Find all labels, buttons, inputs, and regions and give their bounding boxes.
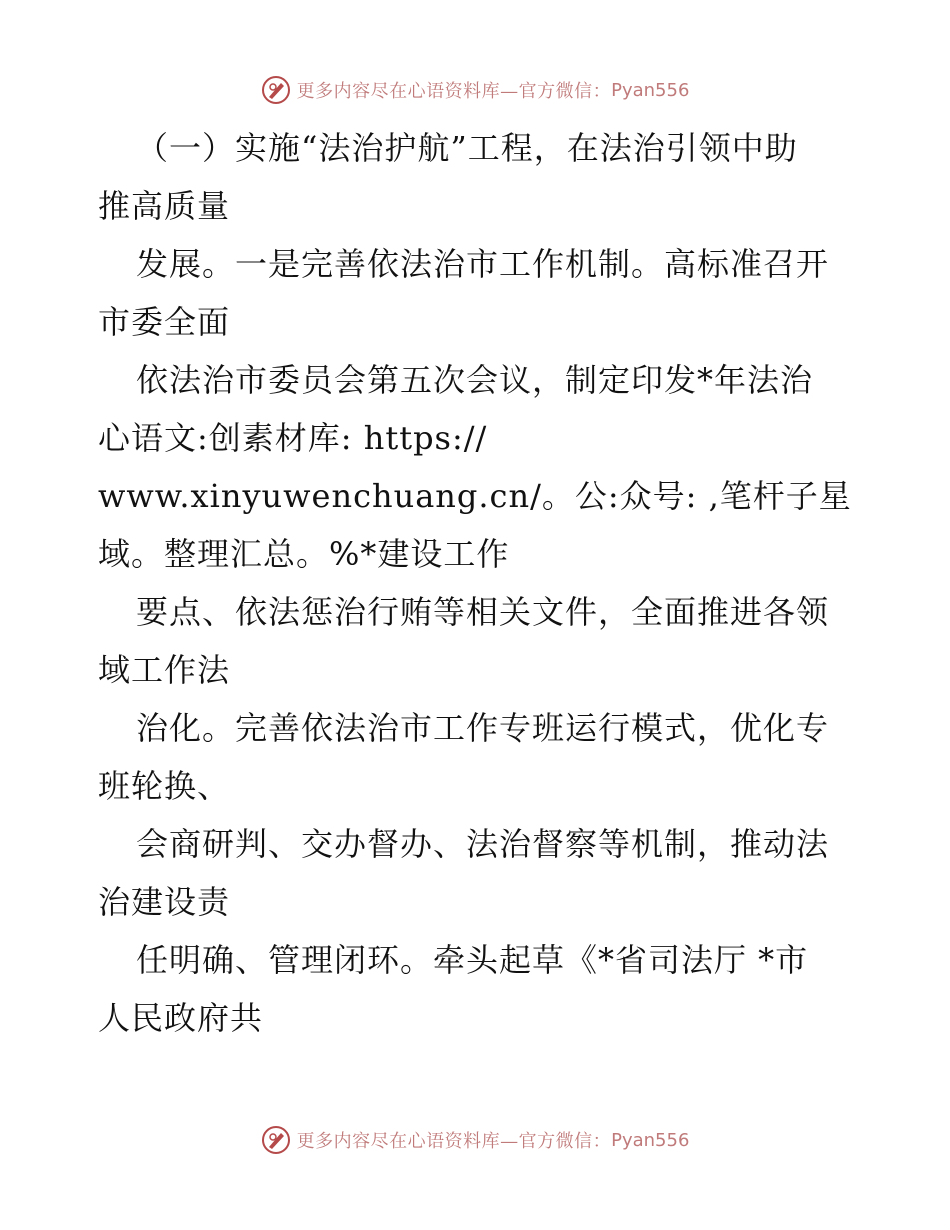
header-banner	[0, 70, 950, 110]
body-line: 发展。一是完善依法治市工作机制。高标准召开	[136, 245, 830, 283]
body-line: 域工作法	[98, 651, 231, 689]
body-line: 班轮换、	[98, 767, 231, 805]
body-line: 会商研判、交办督办、法治督察等机制，推动法	[136, 825, 830, 863]
body-line: 要点、依法惩治行贿等相关文件，全面推进各领	[136, 593, 830, 631]
body-line: 任明确、管理闭环。牵头起草《*省司法厅 *市	[136, 941, 809, 979]
body-line: 市委全面	[98, 303, 231, 341]
body-line: 推高质量	[98, 187, 231, 225]
header-banner-wechat-id: Pyan556	[611, 79, 690, 101]
footer-banner	[0, 1120, 950, 1160]
body-line: 治建设责	[98, 883, 231, 921]
body-line: 依法治市委员会第五次会议，制定印发*年法治	[136, 361, 814, 399]
footer-banner-wechat-id: Pyan556	[611, 1129, 690, 1151]
body-line: 人民政府共	[98, 999, 264, 1037]
body-line: 域。整理汇总。%*建设工作	[98, 535, 510, 573]
pen-nib-logo-icon	[261, 1125, 291, 1155]
body-line: （一）实施“法治护航”工程，在法治引领中助	[136, 129, 798, 167]
pen-nib-logo-icon	[261, 75, 291, 105]
body-line: 心语文:创素材库: https://	[98, 419, 488, 457]
body-line: 治化。完善依法治市工作专班运行模式，优化专	[136, 709, 830, 747]
footer-banner-text: 更多内容尽在心语资料库—官方微信：	[296, 1131, 612, 1152]
header-banner-text: 更多内容尽在心语资料库—官方微信：	[296, 81, 612, 102]
body-line: www.xinyuwenchuang.cn/。公:众号: ,笔杆子星	[98, 477, 852, 515]
